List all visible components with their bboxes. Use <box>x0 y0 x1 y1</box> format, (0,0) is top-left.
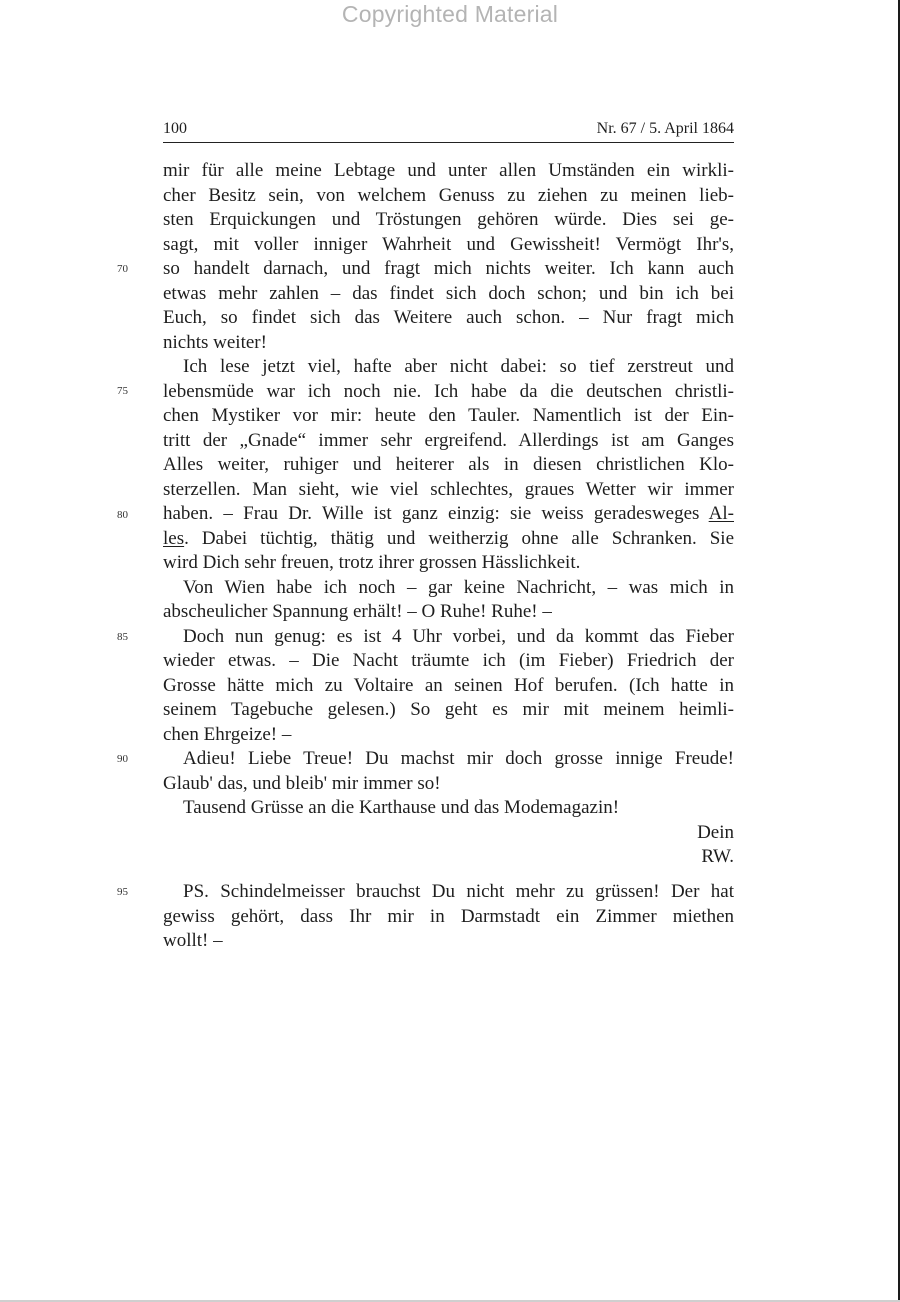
text-line: wieder etwas. – Die Nacht träumte ich (im Fieber) Friedrich der <box>163 650 734 671</box>
text-line: chen Ehrgeize! – <box>163 724 292 745</box>
text-line: Grosse hätte mich zu Voltaire an seinen Hof berufen. (Ich hatte in <box>163 675 734 696</box>
closing-salutation: Dein <box>697 822 734 843</box>
text-fragment: haben. – Frau Dr. Wille ist ganz einzig: sie weiss geradesweges <box>163 503 700 524</box>
line-number: 85 <box>117 631 128 643</box>
text-line: Adieu! Liebe Treue! Du machst mir doch grosse innige Freude! <box>183 748 734 769</box>
text-line: chen Mystiker vor mir: heute den Tauler. Namentlich ist der Ein- <box>163 405 734 426</box>
text-line: sten Erquickungen und Tröstungen gehören würde. Dies sei ge- <box>163 209 734 230</box>
line-number: 90 <box>117 753 128 765</box>
underlined-word: Al- <box>708 503 734 524</box>
text-line: nichts weiter! <box>163 332 267 353</box>
text-line <box>163 527 734 551</box>
text-line: seinem Tagebuche gelesen.) So geht es mir mit meinem heimli- <box>163 699 734 720</box>
text-line: Von Wien habe ich noch – gar keine Nachricht, – was mich in <box>183 577 734 598</box>
line-number: 75 <box>117 385 128 397</box>
text-fragment: . Dabei tüchtig, thätig und weitherzig ohne alle Schranken. Sie <box>184 528 734 549</box>
text-line: mir für alle meine Lebtage und unter allen Umständen ein wirkli- <box>163 160 734 181</box>
text-line: wird Dich sehr freuen, trotz ihrer grossen Hässlichkeit. <box>163 552 581 573</box>
text-line: sterzellen. Man sieht, wie viel schlechtes, graues Wetter wir immer <box>163 479 734 500</box>
text-line: cher Besitz sein, von welchem Genuss zu ziehen zu meinen lieb- <box>163 185 734 206</box>
text-line: etwas mehr zahlen – das findet sich doch schon; und bin ich bei <box>163 283 734 304</box>
text-line: sagt, mit voller inniger Wahrheit und Gewissheit! Vermögt Ihr's, <box>163 234 734 255</box>
text-line: gewiss gehört, dass Ihr mir in Darmstadt ein Zimmer miethen <box>163 906 734 927</box>
letter-reference: Nr. 67 / 5. April 1864 <box>596 120 734 137</box>
line-number: 70 <box>117 263 128 275</box>
text-line: abscheulicher Spannung erhält! – O Ruhe! Ruhe! – <box>163 601 552 622</box>
page-header <box>163 118 734 143</box>
text-line: tritt der „Gnade“ immer sehr ergreifend. Allerdings ist am Ganges <box>163 430 734 451</box>
page-number: 100 <box>163 120 187 137</box>
text-line: so handelt darnach, und fragt mich nichts weiter. Ich kann auch <box>163 258 734 279</box>
text-line <box>163 502 734 526</box>
text-line: wollt! – <box>163 930 223 951</box>
underlined-word: les <box>163 528 185 549</box>
text-line: Glaub' das, und bleib' mir immer so! <box>163 773 441 794</box>
text-line: PS. Schindelmeisser brauchst Du nicht mehr zu grüssen! Der hat <box>183 881 734 902</box>
text-line: Doch nun genug: es ist 4 Uhr vorbei, und da kommt das Fieber <box>183 626 734 647</box>
copyright-watermark: Copyrighted Material <box>341 1 559 27</box>
text-line: Euch, so findet sich das Weitere auch schon. – Nur fragt mich <box>163 307 734 328</box>
text-line: lebensmüde war ich noch nie. Ich habe da die deutschen christli- <box>163 381 734 402</box>
text-line: Tausend Grüsse an die Karthause und das Modemagazin! <box>183 797 620 818</box>
line-number: 80 <box>117 509 128 521</box>
text-line: Ich lese jetzt viel, hafte aber nicht dabei: so tief zerstreut und <box>183 356 734 377</box>
text-line: Alles weiter, ruhiger und heiterer als in diesen christlichen Klo- <box>163 454 734 475</box>
signature: RW. <box>701 846 734 867</box>
line-number: 95 <box>117 886 128 898</box>
